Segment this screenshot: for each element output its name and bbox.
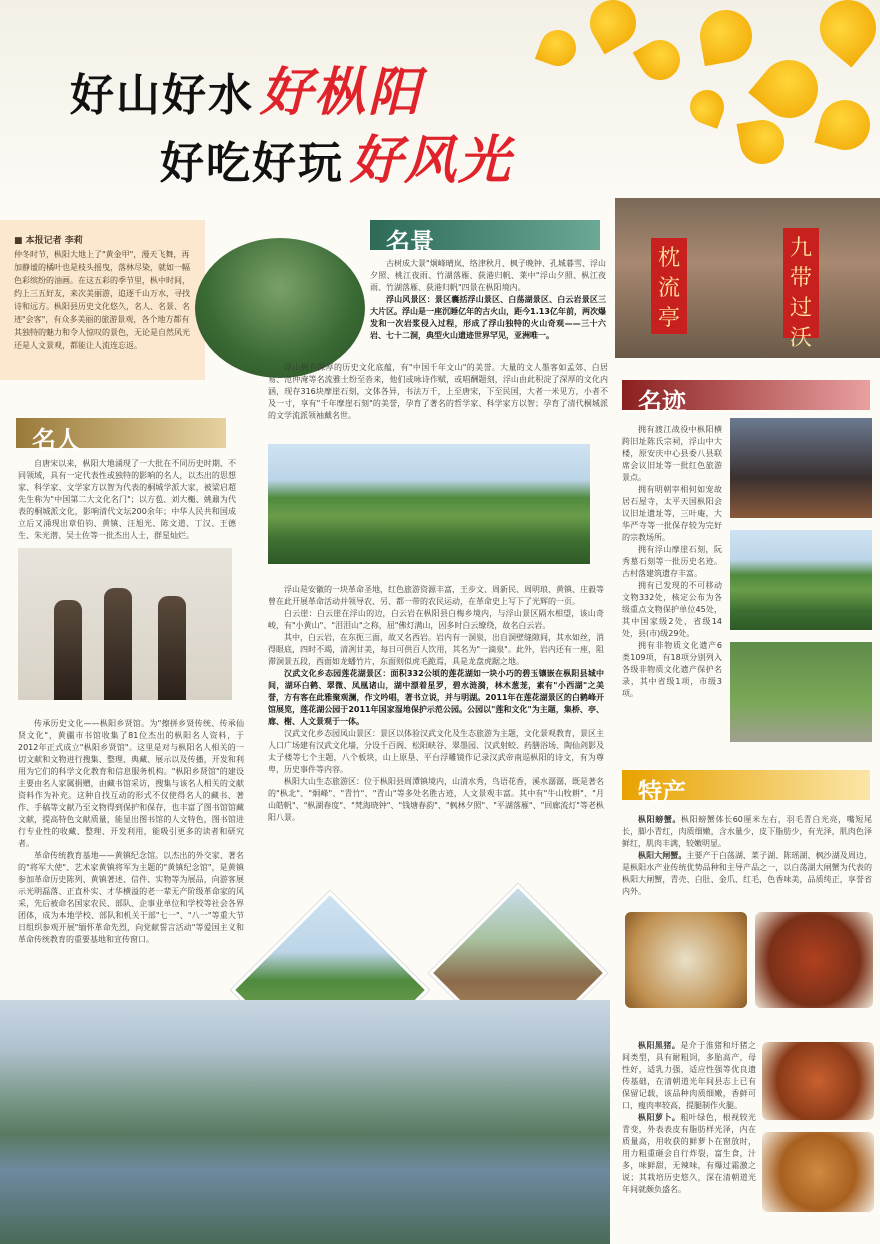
section-title-te: 特产 bbox=[622, 770, 870, 800]
ji-text: 拥有渡江战役中枞阳横跨旧址陈氏宗祠，浮山中大楼，原安庆中心县委八县联席会议旧址等一批红色旅游景点。 拥有明朝宰相何如宠故居石屋寺，太平天国枞阳会议旧址遗址等，三叶庵，大华严寺等一批保存较为完好的宗教场所。 拥有浮山摩崖石刻，阮秀墓石刻等一批历史名迹。古村落建筑遗存丰富。 拥有已发现的不可移动文物332处，核定公布为各级重点文物保护单位45处，其中国家级2处，省级14处，县(市)级29处。 拥有非物质文化遗产6类109项，有18项分别列入各级非物质文化遗产保护名录，其中省级1项，市级3项。 bbox=[622, 425, 722, 698]
intro-text: 仲冬时节，枞阳大地上了"黄金甲"，漫天飞舞，再加静谧的橘叶也是枝头摇曳，落林尽染，就如一幅色彩缤纷的油画。在这五彩的季节里，枞中时间，约上三五好友，来次美丽游，追逐千山万水，寻找诗和远方。枞阳县历史文化悠久，名人、名景、名迹"会客"，有众多美丽的旅游景观，各个地方都有其独特的魅力和令人惊叹的景色，无论是自然风光还是人文景观，都能让人流连忘返。 bbox=[14, 250, 190, 350]
cliff-inscription-photo bbox=[615, 198, 880, 358]
te-text-top: 枞阳螃蟹。枞阳螃蟹体长60厘米左右，羽毛青白光亮，嘴短尾长，脚小青红，肉质细嫩，含水量少，皮下脂肪少，有光泽，肌肉色泽鲜红，肌肉丰满，较嫩明显。 枞阳大闸蟹。主要产于白荡湖、菜子湖、陈瑶湖、枫沙湖及周边，是枞阳水产业传统优势品种和主导产品之一，以白荡湖大闸蟹为代表的枞阳大闸蟹，青壳、白肚、金爪、红毛，色香味美，品质纯正，享誉省内外。 bbox=[622, 815, 872, 896]
fushan-landscape-photo bbox=[268, 444, 590, 564]
stone-lion-photo bbox=[730, 642, 872, 742]
te-text-bottom: 枞阳黑猪。是介于淮猪和圩猪之间类型，具有耐粗饲，多胎高产，母性好，适乳力强，适应性强等优良遗传基础，在清朝道光年间县志上已有保留记载，该品种肉质细嫩，香鲜可口，瘦肉率较高，提腿制作火腿。 枞阳萝卜。粗叶绿色，根视较光青变，外表表皮有脂肪样光泽，内在质量高，用收获的鲜萝卜在窗放时，用力粗重砸会自行炸裂，富生食，汁多，味鲜甜，无辣味，有爆过霜激之说；其栽培历史悠久，深在清朝道光年间就颇负盛名。 bbox=[622, 1041, 756, 1194]
section-title-ren: 名人 bbox=[16, 418, 226, 448]
ren-main-text: 传承历史文化——枞阳乡贤馆。为"擦拼乡贤传统、传承仙贤文化"，黄疆市书馆收集了81位杰出的枞阳名人资料，于2012年正式成立"枞阳乡贤馆"。这里是对与枞阳名人相关的一切文献和文物进行搜集、整理、典藏、展示以及传播，开发和利用为它们的科学文化教育和信息服务机构。"枞阳乡贤馆"的建设主要由名人家属捐赠，由藏书馆采访，搜集与该名人相关的文献资料作为补充。这种自找互动的形式不仅使得名人的藏书、著作、手稿等文献乃至文物得到保护和保存，也丰富了图书馆馆藏文献，提高特色文献质量，能显出图书馆的人文特色，图书馆进行专业性的收藏、整理、开发利用，能吸引更多的读者和研究者。 革命传统教育基地——黄镇纪念馆。以杰出的外交家、著名的"将军大使"、艺术家黄镇将军为主题的"黄镇纪念馆"，是黄镇参加革命历史陈列、黄镇著述、信件、实物等为展品，向游客展示光明磊落、正直朴实、才华横溢的老一辈无产阶级革命家的风采，先后被命名国家农民、部队、企事业单位和学校等社会各界团体，成为本地学校、部队和机关干部"七一"、"八一"等重大节日组织参观开展"缅怀革命先烈，向党献誓言活动"等爱国主义和革命传统教育的重要基地和宣传窗口。 bbox=[18, 719, 244, 944]
radish-dish-photo bbox=[762, 1132, 874, 1212]
inscription-sign-1: 枕流亭 bbox=[651, 238, 687, 334]
headline-line-2: 好吃好玩 好风光 bbox=[160, 130, 513, 191]
crab-dish-photo bbox=[755, 912, 873, 1008]
ancestral-hall-photo bbox=[730, 418, 872, 518]
pagoda-circle-photo bbox=[195, 238, 365, 378]
chicken-soup-photo bbox=[625, 912, 747, 1008]
jing-column-bottom: 浮山是安徽的一块革命圣地，红色旅游资源丰富，王步文、周新民、周明琅、黄镇、庄毅等曾在此开展革命活动并领导农、另、都一带的农民运动，在革命史上写下了光辉的一页。 白云崖：白云崖在浮山的边，白云岩在枞阳县白梅乡境内，与浮山景区隔水相望，该山奇峻，有"小黄山"、"泪泪山"之称，屈"佛灯满山，因多时白云缭绕，故名白云岩。 其中，白云岩，在东扼三面，故又名西岩。岩内有一洞泉，出自洞壁缝隙间，其水如丝，消得眼底，四时不竭，清冽甘美，每日可供百人饮用，其名为"一滴泉"。此外，岩内还有一座，阻滞洞景五段，西面如龙蟠竹片，东面则似虎毛跪焉，具是龙盘虎踞之地。 汉武文化乡态园莲花湖景区：面积332公顷的莲花湖如一块小巧的碧玉镶嵌在枞阳县城中间，湖环白鹤、翠微、凤凰诸山，湖中漂着星罗，碧水涟漪，林木葱茏，素有"小西湖"之美誉，方有客在此雅聚观澜，作文吟唱，著书立说，并与明湖。2011年在莲花湖景区的白鹤峰开馆展览，莲花湖公园于2011年国家湿地保护示范公园。公园以"莲和文化"为主题，集桥、亭、廊、榭、人文景观于一体。 汉武文化乡态园凤山景区：景区以体验汉武文化及生态旅游为主题，文化景观教育，景区主人口广场建有汉武文化墙，分设千百阁、松阳峡谷、翠墨园、汉武射蛟、药膳浴场、陶仙剑影及太子楼等七个主题，八个板块，山上原垦、平台浮雕镜作记录汉武帝南巡枞阳的诗文，有为尊卑，历史事件等内容。 枞阳大山生态旅游区：位于枞阳县周潭镇境内，山清水秀，鸟语花香，溪水潺潺，既是著名的"枞北"、"炯峰"、"青竹"、"青山"等多处名胜古迹，人文景观丰富。其中有"牛山牧耕"、"月山皓帆"、"枞湖春度"、"梵海晓钟"、"钱塘春韵"、"枫林夕照"、"平湖落雁"、"回廊流灯"等老枞阳八景。 bbox=[268, 585, 604, 822]
section-title-ji: 名迹 bbox=[622, 380, 870, 410]
statues-photo bbox=[18, 548, 232, 700]
byline: ■ 本报记者 李莉 bbox=[14, 236, 83, 246]
temple-photo bbox=[730, 530, 872, 630]
section-title-jing: 名景 bbox=[370, 220, 600, 250]
inscription-sign-2: 九带过沃 bbox=[783, 228, 819, 338]
pork-dish-photo bbox=[762, 1042, 874, 1120]
city-aerial-photo bbox=[0, 1000, 610, 1244]
intro-box bbox=[0, 220, 205, 380]
jing-column-history: 浮山拥有深厚的历史文化底蕴，有"中国千年文山"的美誉。大量的文人墨客如孟郊、白居易、范仲淹等名流雅士纷至沓来，他们或咏诗作赋，或唱酬题刻，浮山由此积淀了深厚的文化内涵，现存316块摩崖石刻，文体各异，书法万千，上至唐宋，下至民国，大者一米见方，小者不及一寸，享有"千年摩崖石刻"的美誉，孕育了著名的哲学家、科学家方以智；孕育了清代桐城派的文学流派领袖戴名世。 bbox=[268, 363, 608, 420]
headline-line-1: 好山好水 好枞阳 bbox=[70, 62, 423, 123]
jing-column-top: 古树成大景"炯峰晴岚、络津秋月、枫子晚钟、孔城暮雪、浮山夕照、桃江夜雨、竹湖落雁、荻港归帆、莱中"浮山夕照、枞江夜雨、竹湖落雁、荻港归帆"四景在枞阳境内。 浮山风景区：景区囊括浮山景区、白荡湖景区、白云岩景区三大片区。浮山是一座沉睡亿年的古火山，距今1.13亿年前，两次爆发和一次岩浆侵入过程，形成了浮山独特的火山奇观——三十六岩、七十二洞，典型火山遗迹世界罕见，亚洲唯一。 bbox=[370, 259, 606, 340]
ren-intro-text: 自唐宋以来，枞阳大地涌现了一大批在不同历史时期、不同领域，具有一定代表性或独特的影响的名人，以杰出的思想家、科学家、文学家方以智为代表的桐城学派大家，被梁启超先生称为"中国第二大文化名门"；以方苞、刘大櫆、姚鼐为代表的桐城派文化，影响清代文坛200余年；中华人民共和国成立后又涌现出章伯钧、黄镇、汪旭光、陈文道、丁汉、王德生、朱光潜、吴士佐等一批杰出人士，群星灿烂。 bbox=[18, 459, 236, 540]
